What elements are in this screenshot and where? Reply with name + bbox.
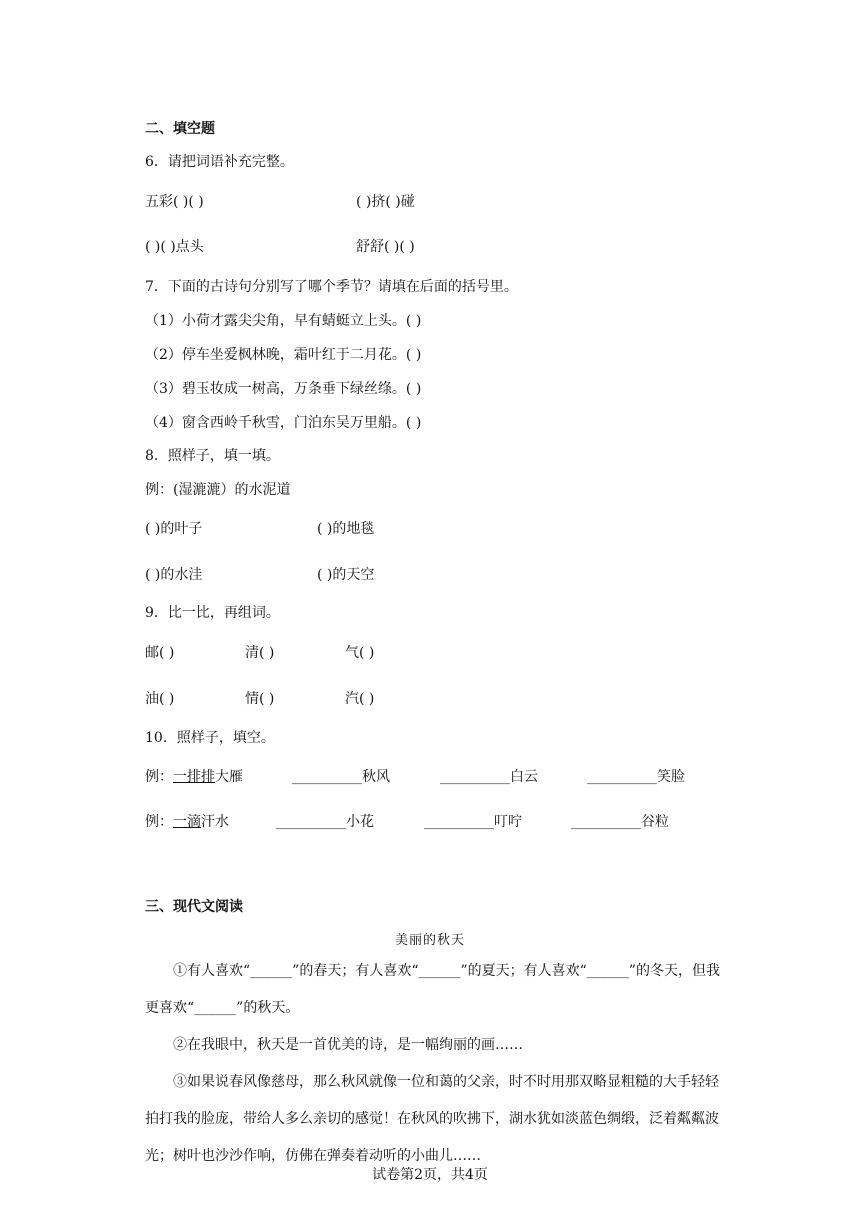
q6-prompt: 6．请把词语补充完整。 — [145, 154, 294, 170]
q10-example-prefix: 例： — [145, 769, 173, 785]
q9-prompt: 9．比一比，再组词。 — [145, 605, 280, 621]
q6-item: 舒舒( )( ) — [356, 239, 415, 255]
q10-example — [145, 811, 229, 831]
q8-item: ( )的天空 — [317, 567, 375, 583]
article-paragraph-2: ②在我眼中，秋天是一首优美的诗，是一幅绚丽的画…… — [173, 1037, 523, 1053]
q9-item: 情( ) — [245, 691, 275, 707]
section3-heading: 三、现代文阅读 — [145, 899, 243, 915]
section2-heading: 二、填空题 — [145, 121, 215, 137]
article-title: 美丽的秋天 — [394, 933, 465, 948]
q9-item: 清( ) — [245, 645, 275, 661]
q9-item: 油( ) — [145, 691, 175, 707]
q8-prompt: 8．照样子，填一填。 — [145, 448, 280, 464]
q8-item: ( )的叶子 — [145, 521, 203, 537]
q7-line: （3）碧玉妆成一树高，万条垂下绿丝绦。( ) — [145, 381, 422, 397]
q10-item: __________白云 — [440, 769, 538, 785]
q6-item: ( )挤( )碰 — [356, 194, 415, 210]
q8-item: ( )的水洼 — [145, 567, 203, 583]
q10-example-underlined: 一排排 — [173, 769, 215, 785]
page-footer: 试卷第2页，共4页 — [372, 1167, 488, 1183]
q7-line: （1）小荷才露尖尖角，早有蜻蜓立上头。( ) — [145, 313, 422, 329]
q8-example: 例：(湿漉漉）的水泥道 — [145, 482, 291, 498]
q9-item: 邮( ) — [145, 645, 175, 661]
q7-line: （2）停车坐爱枫林晚，霜叶红于二月花。( ) — [145, 347, 422, 363]
q10-item: __________小花 — [276, 814, 374, 830]
q7-prompt: 7．下面的古诗句分别写了哪个季节？请填在后面的括号里。 — [145, 279, 518, 295]
q10-example-underlined: 一滴 — [173, 814, 201, 830]
q9-item: 气( ) — [345, 645, 375, 661]
q10-item: __________叮咛 — [424, 814, 522, 830]
q10-item: __________秋风 — [292, 769, 390, 785]
q6-item: 五彩( )( ) — [145, 194, 204, 210]
q6-item: ( )( )点头 — [145, 239, 204, 255]
q10-prompt: 10．照样子，填空。 — [145, 730, 275, 746]
q10-example — [145, 766, 243, 786]
q10-example-suffix: 大雁 — [215, 769, 243, 785]
article-paragraph-3: ③如果说春风像慈母，那么秋风就像一位和蔼的父亲，时不时用那双略显粗糙的大手轻轻拍打我的脸庞，带给人多么亲切的感觉！在秋风的吹拂下，湖水犹如淡蓝色绸缎，泛着粼粼波光；树叶也沙沙作响，仿佛在弹奏着动听的小曲儿…… — [145, 1074, 719, 1164]
q10-item: __________笑脸 — [587, 769, 685, 785]
q8-item: ( )的地毯 — [317, 521, 375, 537]
q10-example-suffix: 汗水 — [201, 814, 229, 830]
q10-item: __________谷粒 — [571, 814, 669, 830]
q7-line: （4）窗含西岭千秋雪，门泊东吴万里船。( ) — [145, 415, 422, 431]
article-paragraph-1: ①有人喜欢“______”的春天；有人喜欢“______”的夏天；有人喜欢“______”的冬天，但我更喜欢“______”的秋天。 — [145, 963, 720, 1016]
q10-example-prefix: 例： — [145, 814, 173, 830]
q9-item: 汽( ) — [345, 691, 375, 707]
